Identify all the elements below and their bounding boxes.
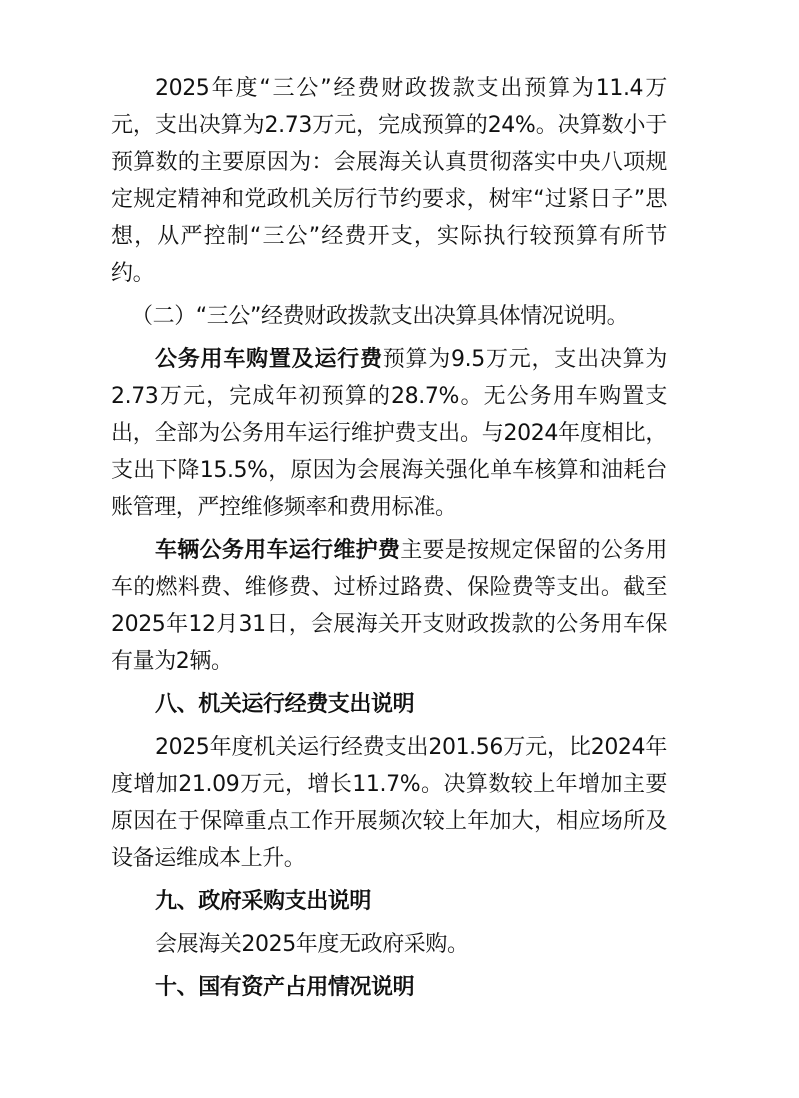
vehicle-cost-term: 公务用车购置及运行费 <box>155 347 383 372</box>
heading-eight: 八、机关运行经费支出说明 <box>155 692 415 717</box>
paragraph-vehicle-maintenance <box>111 532 667 680</box>
document-page <box>111 70 667 1012</box>
heading-ten: 十、国有资产占用情况说明 <box>155 975 415 1000</box>
vehicle-cost-text: 预算为9.5万元，支出决算为2.73万元，完成年初预算的28.7%。无公务用车购置支出，全部为公务用车运行维护费支出。与2024年度相比，支出下降15.5%，原因为会展海关强化单车核算和油耗台账管理，严控维修频率和费用标准。 <box>111 347 667 520</box>
vehicle-maintenance-term: 车辆公务用车运行维护费 <box>155 538 401 563</box>
paragraph-procurement: 会展海关2025年度无政府采购。 <box>155 932 469 957</box>
paragraph-three-public-budget: 2025年度“三公”经费财政拨款支出预算为11.4万元，支出决算为2.73万元，完成预算的24%。决算数小于预算数的主要原因为：会展海关认真贯彻落实中央八项规定规定精神和党政机关厉行节约要求，树牢“过紧日子”思想，从严控制“三公”经费开支，实际执行较预算有所节约。 <box>111 76 667 286</box>
paragraph-vehicle-purchase-operation <box>111 341 667 526</box>
paragraph-operating-expense: 2025年度机关运行经费支出201.56万元，比2024年度增加21.09万元，增长11.7%。决算数较上年增加主要原因在于保障重点工作开展频次较上年加大，相应场所及设备运维成本上升。 <box>111 735 667 871</box>
vehicle-maintenance-text: 主要是按规定保留的公务用车的燃料费、维修费、过桥过路费、保险费等支出。截至2025年12月31日，会展海关开支财政拨款的公务用车保有量为2辆。 <box>111 538 667 674</box>
section-subtitle-two: （二）“三公”经费财政拨款支出决算具体情况说明。 <box>131 304 629 329</box>
heading-nine: 九、政府采购支出说明 <box>155 889 372 914</box>
